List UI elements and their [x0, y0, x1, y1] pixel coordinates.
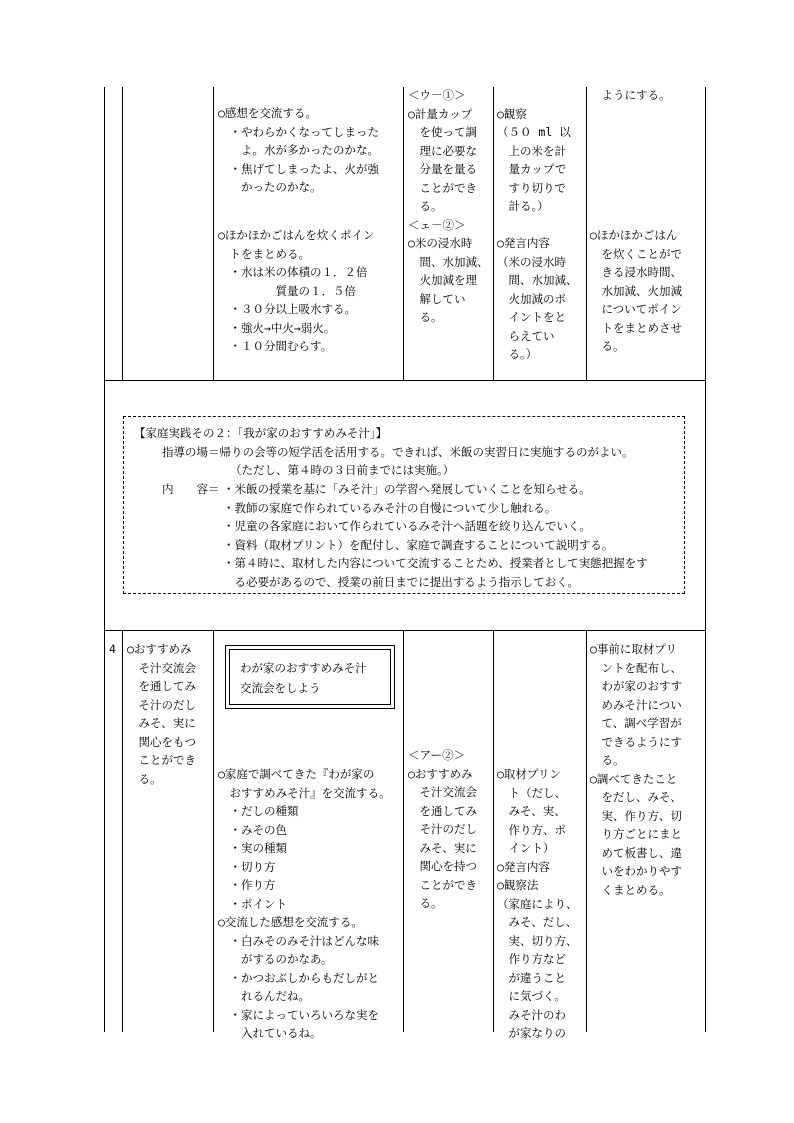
table-border-left	[104, 87, 105, 1032]
teacher-support-bottom: ○事前に取材プリ ントを配布し、 わが家のおすす めみそ汁につい て、調べ学習が できるようにす る。 ○調べてきたこと をだし、みそ、 実、作り方、切 り方ごとにまと めて板書し、違 いをわかりやす くまとめる。	[590, 642, 683, 897]
evaluation-method: ○観察 （５０ ml 以 上の米を計 量カップで すり切りで 計る。） ○発言内容 （米の浸水時 間、水加減、 火加減のポ イントをと らえてい る。）	[497, 106, 578, 361]
lesson-number: 4	[109, 642, 116, 656]
home-practice-label: 内 容＝	[162, 482, 220, 496]
col-divider	[213, 87, 214, 380]
row-divider	[104, 380, 706, 381]
home-practice-line2: （ただし、第４時の３日前までには実施。）	[230, 463, 455, 477]
evaluation-criteria: ＜ウ－①＞ ○計量カップ を使って調 理に必要な 分量を量る ことができ る。 ＜ェ－②＞ ○米の浸水時 間、水加減、 火加減を理 解してい る。	[408, 88, 489, 324]
lesson-goal: ○おすすめみ そ汁交流会 を通してみ そ汁のだし みそ、実に 関心をもつ ことができ る。	[127, 642, 196, 786]
evaluation-criteria-bottom: ＜アー②＞ ○おすすめみ そ汁交流会 を通してみ そ汁のだし みそ、実に 関心を持つ ことができ る。	[408, 748, 477, 910]
col-divider	[213, 630, 214, 1032]
table-border-right	[705, 87, 706, 1032]
home-practice-line1: 指導の場＝帰りの会等の短学活を活用する。できれば、米飯の実習日に実施するのがよい。	[162, 445, 634, 459]
home-practice-title: 【家庭実践その２：「我が家のおすすめみそ汁」】	[134, 426, 388, 440]
col-divider	[586, 87, 587, 380]
learning-activity-summary: ○ほかほかごはんを炊くポイン トをまとめる。 ・水は米の体積の１．２倍 質量の１．５倍 ・３０分以上吸水する。 ・強火→中火→弱火。 ・１０分間むらす。	[218, 228, 375, 353]
learning-activity-exchange: ○家庭で調べてきた『わが家の おすすめみそ汁』を交流する。 ・だしの種類 ・みその色 ・実の種類 ・切り方 ・作り方 ・ポイント ○交流した感想を交流する。 ・白みそのみそ汁はどんな味 がするのかなあ。 ・かつおぶしからもだしがと れるんだね。 ・家によっていろいろな実を 入れているね。	[218, 767, 391, 1040]
col-divider	[493, 87, 494, 380]
teacher-support-summary: ○ほかほかごはん を炊くことがで きる浸水時間、 水加減、火加減 についてポイン トをまとめさせ る。	[590, 228, 682, 353]
col-divider	[403, 87, 404, 380]
col-divider	[122, 630, 123, 1032]
evaluation-method-bottom: ○取材プリン ト（だし、 みそ、実、 作り方、ポ イント） ○発言内容 ○観察法 （家庭により、 みそ、だし、 実、切り方、 作り方など が違うこと に気づく。 みそ汁のわ が家なりの	[497, 767, 578, 1040]
teacher-support-note: ようにする。	[590, 88, 671, 102]
col-divider	[493, 630, 494, 1032]
col-divider	[122, 87, 123, 380]
activity-title: わが家のおすすめみそ汁 交流会をしよう	[240, 661, 367, 695]
col-divider	[586, 630, 587, 1032]
learning-activity-reflection: ○感想を交流する。 ・やわらかくなってしまった よ。水が多かったのかな。 ・焦げてしまったよ、火が強 かったのかな。	[218, 106, 379, 194]
row-divider	[104, 630, 706, 631]
home-practice-items: ・米飯の授業を基に「みそ汁」の学習へ発展していくことを知らせる。 ・教師の家庭で作られているみそ汁の自慢について少し触れる。 ・児童の各家庭において作られているみそ汁へ話題を絞り込んでいく。 ・資料（取材プリント）を配付し、家庭で調査することについて説明する。 ・第４時に、取材した内容について交流することため、授業者として実態把握をす る必要があるので、授業の前日までに提出するよう指示しておく。	[223, 482, 648, 589]
col-divider	[403, 630, 404, 1032]
